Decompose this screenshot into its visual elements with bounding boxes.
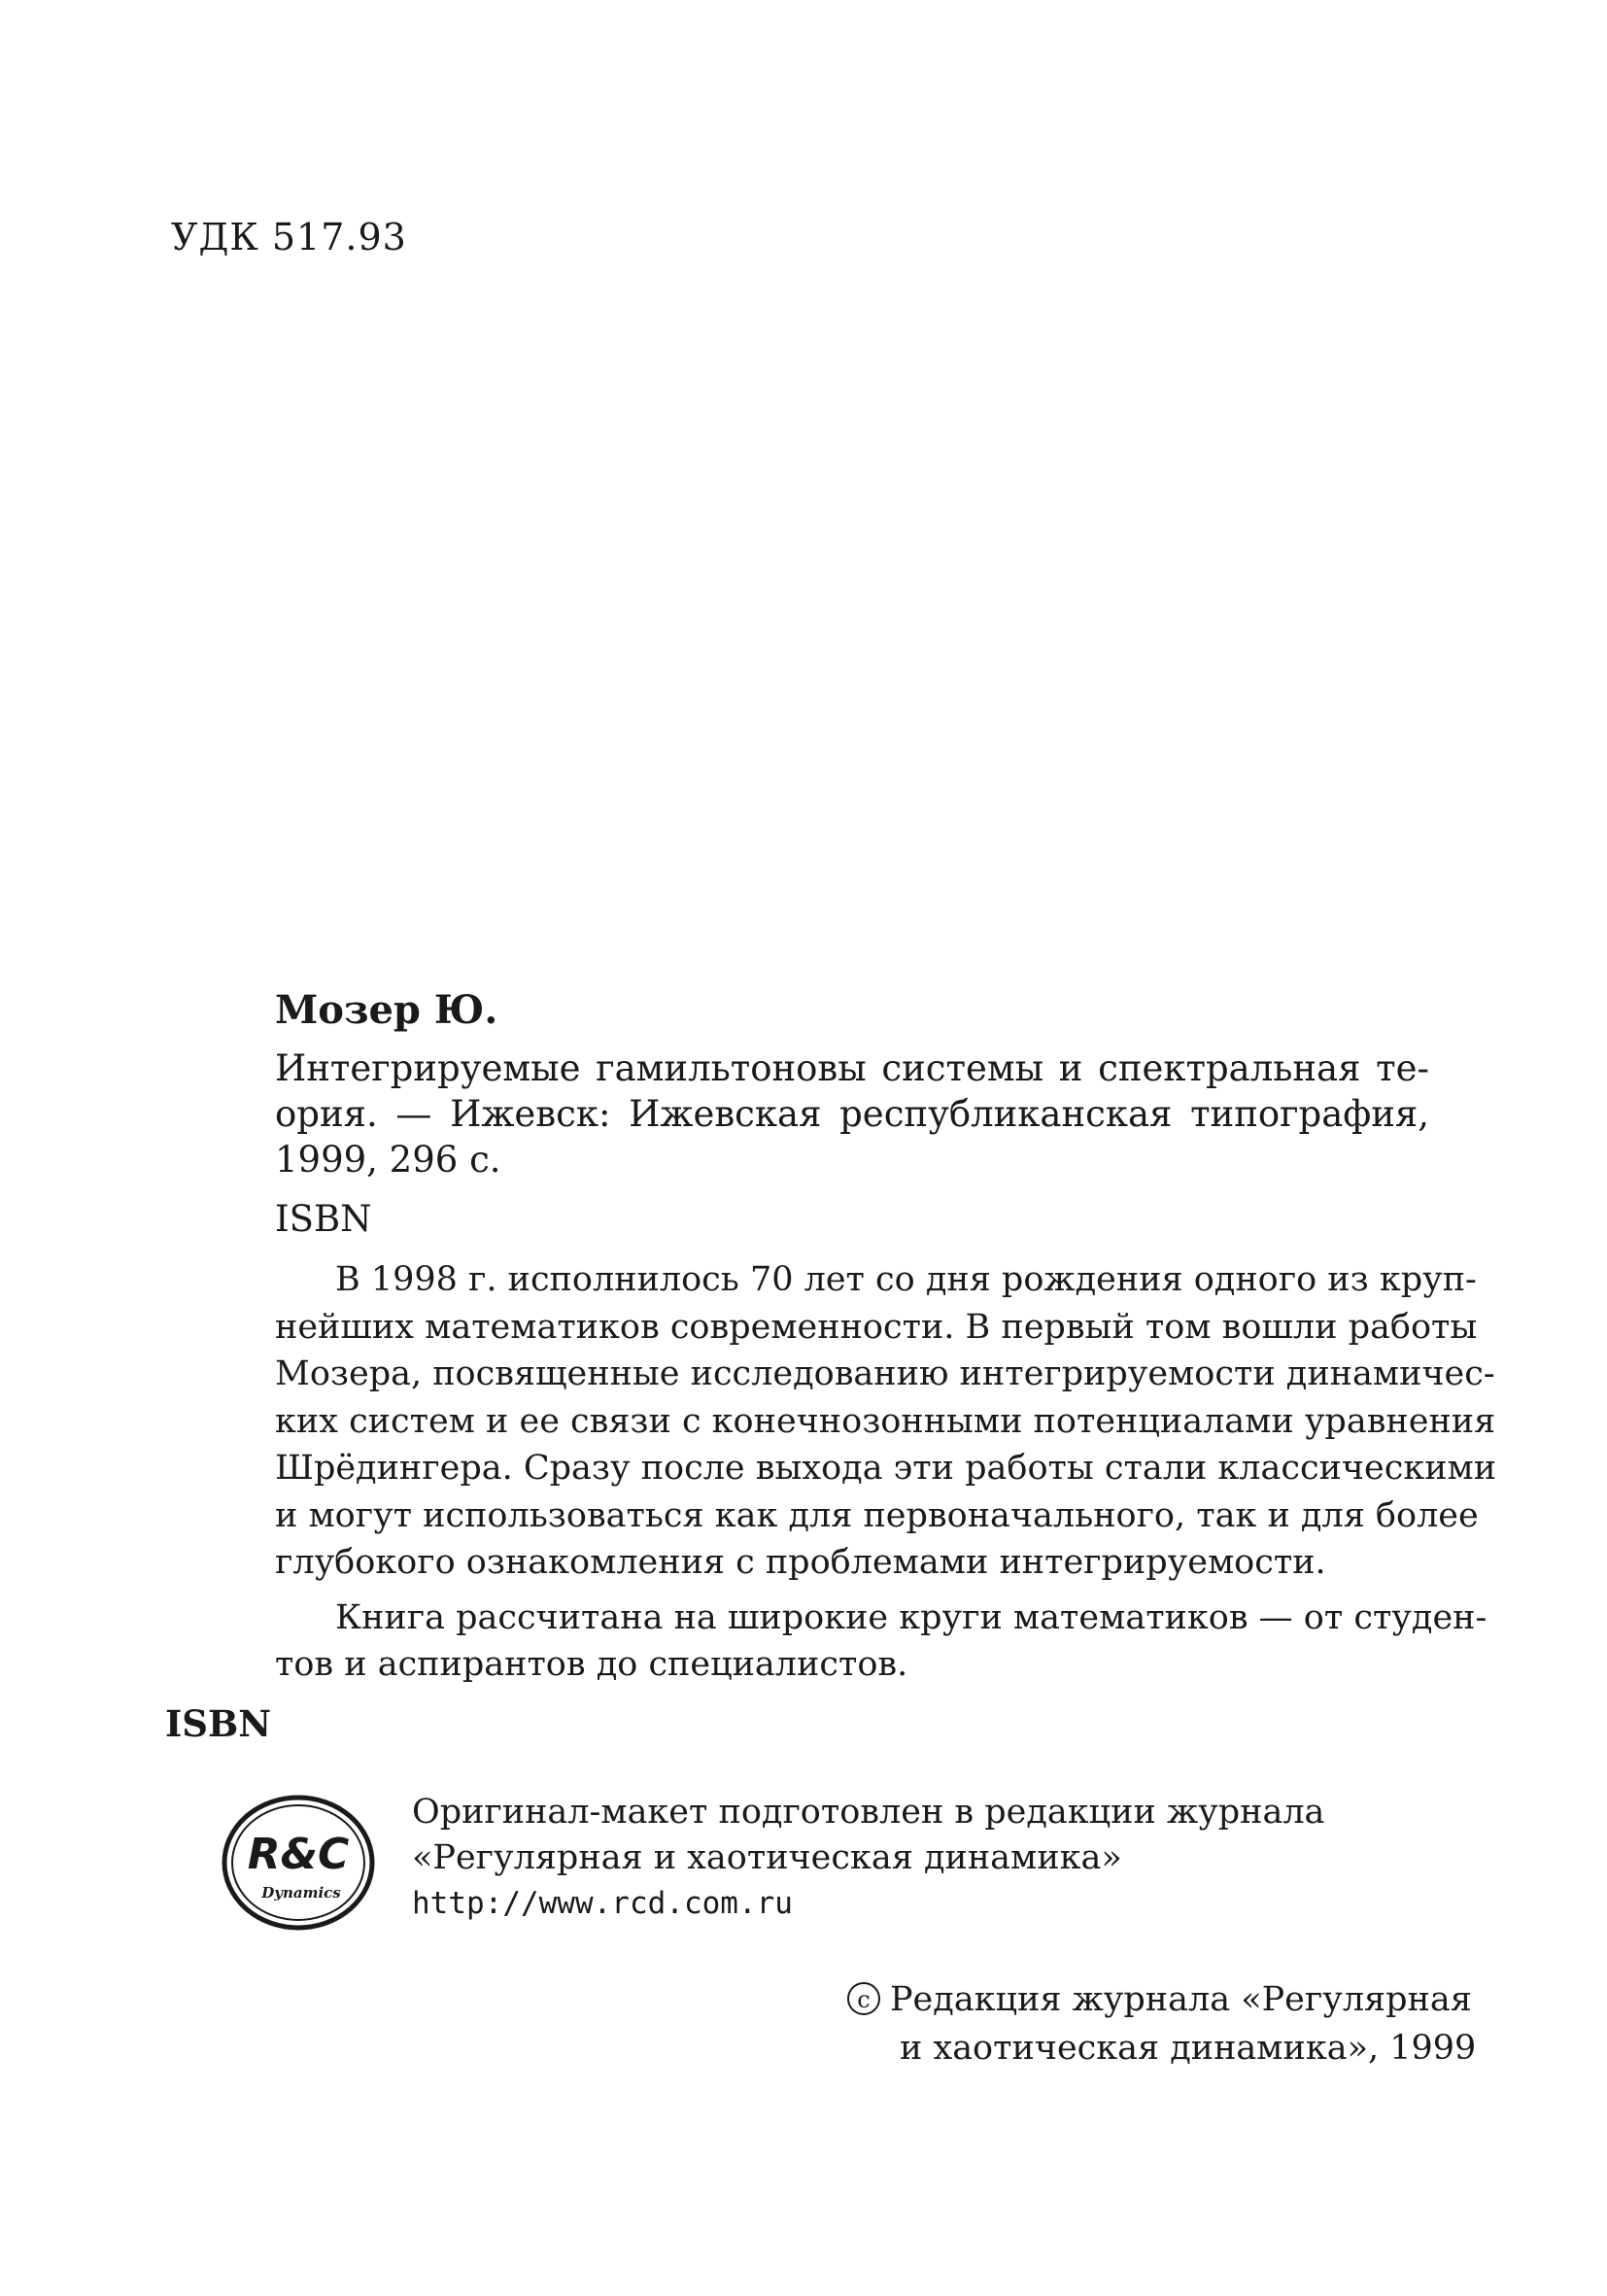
publisher-url[interactable]: http://www.rcd.com.ru [412,1886,793,1921]
publisher-note-line: «Регулярная и хаотическая динамика» [412,1838,1122,1877]
abstract-line: глубокого ознакомления с проблемами интегрируемости. [275,1543,1326,1582]
title-line: Интегрируемые гамильтоновы системы и спектральная те- [275,1047,1429,1089]
abstract-line: В 1998 г. исполнилось 70 лет со дня рождения одного из круп- [335,1260,1477,1299]
abstract-line: тов и аспирантов до специалистов. [275,1645,908,1684]
copyright-notice [847,1975,1476,2073]
abstract-line: Книга рассчитана на широкие круги математиков — от студен- [335,1597,1487,1637]
title-line: 1999, 296 с. [275,1139,501,1181]
logo-main-text: R&C [247,1830,350,1879]
catalog-card [275,985,1497,1689]
publisher-note [412,1790,1324,1927]
abstract-line: Мозера, посвященные исследованию интегрируемости динамичес- [275,1354,1495,1393]
abstract-line: Шрёдингера. Сразу после выхода эти работы стали классическими [275,1449,1497,1488]
rc-dynamics-logo [220,1793,377,1933]
copyright-line: и хаотическая динамика», 1999 [900,2029,1477,2068]
bibliographic-description [275,1045,1429,1182]
udk-code: УДК 517.93 [171,216,407,258]
abstract-line: нейших математиков современности. В первый том вошли работы [275,1307,1478,1347]
logo-sub-text: Dynamics [261,1884,341,1902]
abstract-line: и могут использоваться как для первоначального, так и для более [275,1495,1479,1535]
abstract-line: ких систем и ее связи с конечнозонными потенциалами уравнения [275,1401,1496,1441]
copyright-line: Редакция журнала «Регулярная [890,1980,1472,2019]
copyright-icon: c [847,1982,880,2015]
author-name: Мозер Ю. [275,987,498,1033]
isbn-label: ISBN [275,1198,372,1240]
isbn-outer-label: ISBN [165,1702,272,1745]
title-line: ория. — Ижевск: Ижевская республиканская типография, [275,1093,1429,1135]
abstract [275,1256,1497,1689]
publisher-note-line: Оригинал-макет подготовлен в редакции журнала [412,1793,1325,1832]
